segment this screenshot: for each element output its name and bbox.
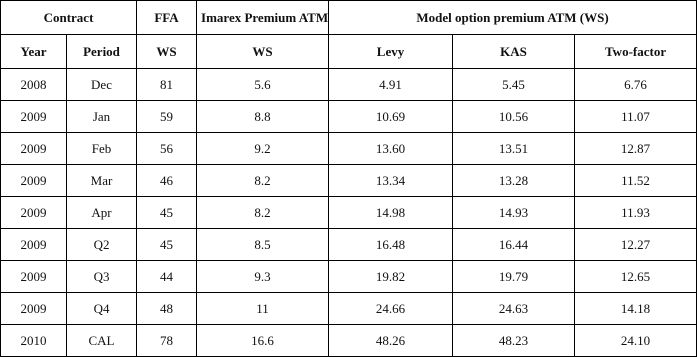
- year-cell: 2009: [1, 133, 67, 165]
- ffa-cell: 45: [137, 229, 197, 261]
- contract-header: Contract: [1, 1, 137, 35]
- table-row: [1, 229, 697, 261]
- levy-cell: 13.34: [329, 165, 453, 197]
- two-factor-cell: 6.76: [575, 69, 697, 101]
- levy-header: Levy: [329, 35, 453, 69]
- kas-cell: 19.79: [453, 261, 575, 293]
- period-header: Period: [67, 35, 137, 69]
- levy-cell: 19.82: [329, 261, 453, 293]
- table-row: [1, 101, 697, 133]
- year-cell: 2009: [1, 293, 67, 325]
- levy-cell: 10.69: [329, 101, 453, 133]
- table-row: [1, 133, 697, 165]
- imarex-cell: 5.6: [197, 69, 329, 101]
- imarex-premium-header: Imarex Premium ATM: [197, 1, 329, 35]
- ffa-cell: 46: [137, 165, 197, 197]
- table-row: [1, 293, 697, 325]
- two-factor-cell: 12.87: [575, 133, 697, 165]
- two-factor-cell: 14.18: [575, 293, 697, 325]
- imarex-cell: 8.5: [197, 229, 329, 261]
- ffa-ws-header: WS: [137, 35, 197, 69]
- year-cell: 2008: [1, 69, 67, 101]
- model-option-premium-header: Model option premium ATM (WS): [329, 1, 697, 35]
- subheader-row: [1, 35, 697, 69]
- ffa-header: FFA: [137, 1, 197, 35]
- two-factor-cell: 24.10: [575, 325, 697, 357]
- period-cell: Q2: [67, 229, 137, 261]
- imarex-cell: 16.6: [197, 325, 329, 357]
- year-cell: 2009: [1, 101, 67, 133]
- imarex-cell: 9.2: [197, 133, 329, 165]
- ffa-cell: 78: [137, 325, 197, 357]
- ffa-cell: 59: [137, 101, 197, 133]
- table-row: [1, 197, 697, 229]
- two-factor-cell: 11.52: [575, 165, 697, 197]
- period-cell: Dec: [67, 69, 137, 101]
- year-cell: 2009: [1, 165, 67, 197]
- ffa-cell: 45: [137, 197, 197, 229]
- two-factor-cell: 11.93: [575, 197, 697, 229]
- two-factor-cell: 12.27: [575, 229, 697, 261]
- year-cell: 2009: [1, 197, 67, 229]
- levy-cell: 16.48: [329, 229, 453, 261]
- table-row: [1, 261, 697, 293]
- period-cell: Apr: [67, 197, 137, 229]
- two-factor-header: Two-factor: [575, 35, 697, 69]
- period-cell: Jan: [67, 101, 137, 133]
- kas-cell: 10.56: [453, 101, 575, 133]
- imarex-ws-header: WS: [197, 35, 329, 69]
- kas-header: KAS: [453, 35, 575, 69]
- kas-cell: 16.44: [453, 229, 575, 261]
- table-body: [1, 69, 697, 357]
- year-cell: 2010: [1, 325, 67, 357]
- imarex-cell: 8.8: [197, 101, 329, 133]
- kas-cell: 24.63: [453, 293, 575, 325]
- levy-cell: 14.98: [329, 197, 453, 229]
- period-cell: Q4: [67, 293, 137, 325]
- ffa-cell: 44: [137, 261, 197, 293]
- period-cell: Q3: [67, 261, 137, 293]
- year-header: Year: [1, 35, 67, 69]
- ffa-cell: 81: [137, 69, 197, 101]
- two-factor-cell: 12.65: [575, 261, 697, 293]
- kas-cell: 48.23: [453, 325, 575, 357]
- kas-cell: 13.51: [453, 133, 575, 165]
- table-row: [1, 165, 697, 197]
- year-cell: 2009: [1, 261, 67, 293]
- period-cell: Feb: [67, 133, 137, 165]
- imarex-cell: 11: [197, 293, 329, 325]
- ffa-cell: 56: [137, 133, 197, 165]
- period-cell: Mar: [67, 165, 137, 197]
- imarex-cell: 9.3: [197, 261, 329, 293]
- kas-cell: 14.93: [453, 197, 575, 229]
- levy-cell: 4.91: [329, 69, 453, 101]
- period-cell: CAL: [67, 325, 137, 357]
- table-row: [1, 69, 697, 101]
- table-row: [1, 325, 697, 357]
- kas-cell: 5.45: [453, 69, 575, 101]
- year-cell: 2009: [1, 229, 67, 261]
- kas-cell: 13.28: [453, 165, 575, 197]
- ffa-cell: 48: [137, 293, 197, 325]
- two-factor-cell: 11.07: [575, 101, 697, 133]
- levy-cell: 13.60: [329, 133, 453, 165]
- imarex-cell: 8.2: [197, 165, 329, 197]
- levy-cell: 48.26: [329, 325, 453, 357]
- header-group-row: [1, 1, 697, 35]
- levy-cell: 24.66: [329, 293, 453, 325]
- imarex-cell: 8.2: [197, 197, 329, 229]
